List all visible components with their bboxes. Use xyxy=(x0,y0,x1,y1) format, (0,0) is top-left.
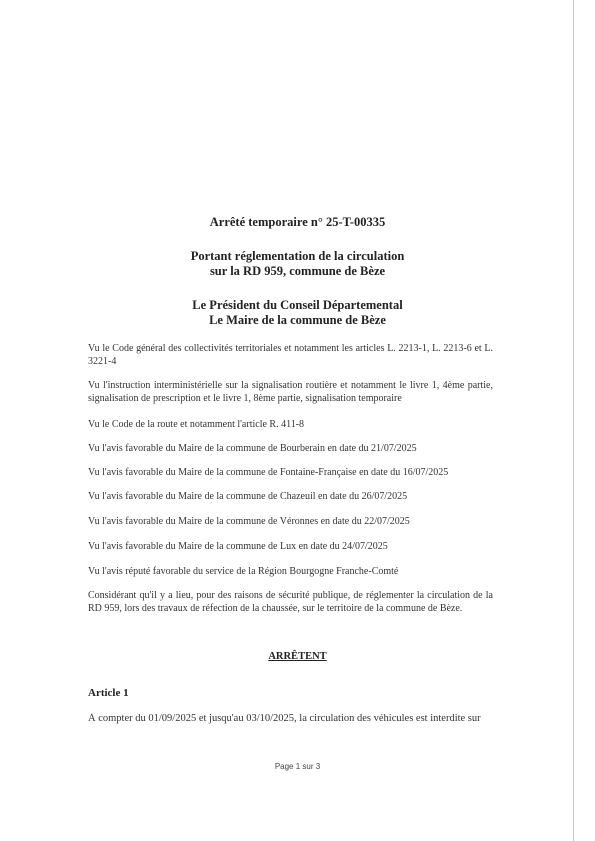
visa-paragraph: Vu l'avis favorable du Maire de la commune de Bourberain en date du 21/07/2025 xyxy=(88,443,417,454)
article-1-title: Article 1 xyxy=(88,687,129,699)
visa-paragraph: Vu l'avis favorable du Maire de la commune de Fontaine-Française en date du 16/07/2025 xyxy=(88,467,449,478)
document-title xyxy=(0,215,595,230)
authority-line-1: Le Président du Conseil Départemental xyxy=(192,298,403,312)
visa-paragraph: Vu l'avis réputé favorable du service de la Région Bourgogne Franche-Comté xyxy=(88,566,399,577)
scan-edge-line xyxy=(573,0,574,841)
visa-paragraph: Vu le Code de la route et notamment l'article R. 411-8 xyxy=(88,419,305,430)
arretent-heading: ARRÊTENT xyxy=(268,651,327,662)
article-1-text: À compter du 01/09/2025 et jusqu'au 03/10/2025, la circulation des véhicules est interdite sur xyxy=(88,713,481,724)
visa-paragraph: Vu l'avis favorable du Maire de la commune de Véronnes en date du 22/07/2025 xyxy=(88,516,410,527)
authority-block xyxy=(0,298,595,328)
visa-paragraph: Vu l'avis favorable du Maire de la commune de Lux en date du 24/07/2025 xyxy=(88,541,388,552)
visa-paragraph: Vu l'instruction interministérielle sur la signalisation routière et notamment le livre 1, 4ème partie, signalisation de prescription et le livre 1, 8ème partie, signalisation temporaire xyxy=(88,380,493,404)
visa-paragraph: Vu le Code général des collectivités territoriales et notamment les articles L. 2213-1, L. 2213-6 et L. 3221-4 xyxy=(88,343,493,367)
visa-paragraph: Vu l'avis favorable du Maire de la commune de Chazeuil en date du 26/07/2025 xyxy=(88,491,408,502)
subject-block xyxy=(0,249,595,279)
subject-line-2: sur la RD 959, commune de Bèze xyxy=(209,264,386,278)
authority-line-2: Le Maire de la commune de Bèze xyxy=(209,313,386,327)
considerant-paragraph: Considérant qu'il y a lieu, pour des raisons de sécurité publique, de réglementer la circulation de la RD 959, lors des travaux de réfection de la chaussée, sur le territoire de la commune de Bèze. xyxy=(88,590,493,614)
subject-line-1: Portant réglementation de la circulation xyxy=(190,249,405,263)
arrete-title: Arrêté temporaire n° 25-T-00335 xyxy=(209,215,386,229)
page-number: Page 1 sur 3 xyxy=(274,762,321,771)
